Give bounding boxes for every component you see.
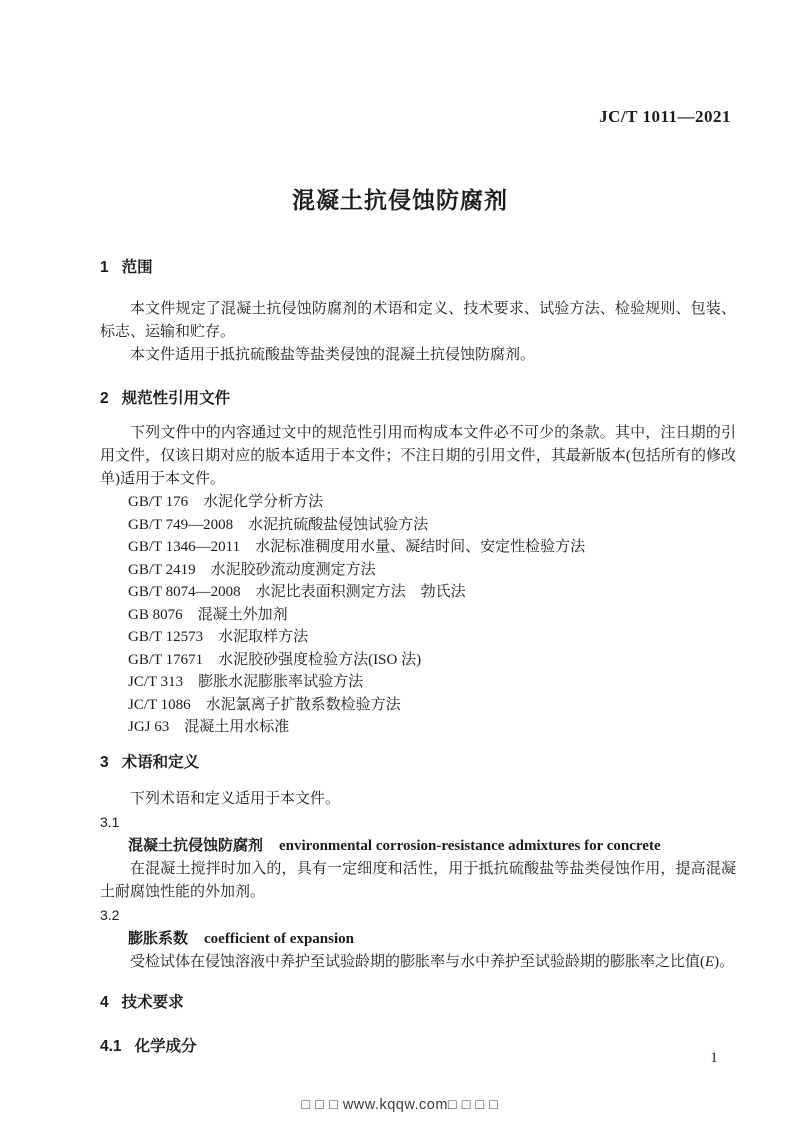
- normative-references-intro: 下列文件中的内容通过文中的规范性引用而构成本文件必不可少的条款。其中，注日期的引用文件，仅该日期对应的版本适用于本文件；不注日期的引用文件，其最新版本(包括所有的修改单)适用于本文件。: [100, 425, 736, 487]
- reference-code: GB/T 8074—2008: [128, 584, 241, 600]
- scope-paragraph-2: 本文件适用于抵抗硫酸盐等盐类侵蚀的混凝土抗侵蚀防腐剂。: [130, 347, 536, 363]
- section-3-heading: [100, 751, 736, 774]
- section-4-heading: [100, 991, 736, 1014]
- document-body: [100, 256, 736, 1058]
- reference-item: [128, 649, 736, 672]
- reference-item: [128, 716, 736, 739]
- doc-number: JC/T 1011—2021: [599, 107, 731, 126]
- reference-code: JC/T 1086: [128, 696, 191, 713]
- section-1-heading: [100, 256, 736, 279]
- term-1-number: 3.1: [100, 813, 120, 830]
- term-1-english: environmental corrosion-resistance admixtures for concrete: [279, 837, 661, 854]
- reference-title: 水泥胶砂流动度测定方法: [210, 561, 376, 578]
- reference-title: 水泥胶砂强度检验方法(ISO 法): [218, 651, 422, 668]
- term-2-chinese: 膨胀系数: [128, 929, 189, 947]
- section-4-1-title: 化学成分: [134, 1037, 197, 1055]
- reference-title: 水泥取样方法: [218, 629, 309, 645]
- reference-title: 水泥比表面积测定方法 勃氏法: [255, 584, 466, 600]
- reference-title: 混凝土外加剂: [197, 606, 288, 623]
- reference-item: [128, 671, 736, 694]
- reference-item: [128, 626, 736, 649]
- term-2-line: [100, 927, 736, 951]
- reference-title: 水泥氯离子扩散系数检验方法: [205, 696, 401, 713]
- reference-title: 膨胀水泥膨胀率试验方法: [198, 674, 364, 690]
- reference-code: GB/T 2419: [128, 561, 196, 578]
- term-2-english: coefficient of expansion: [204, 930, 354, 947]
- reference-code: GB 8076: [128, 606, 183, 623]
- reference-code: GB/T 176: [128, 494, 189, 510]
- section-2-title: 规范性引用文件: [121, 390, 231, 407]
- footer-watermark: □ □ □ www.kqqw.com□ □ □ □: [301, 1097, 499, 1113]
- reference-item: [128, 559, 736, 582]
- page-number: 1: [710, 1050, 718, 1066]
- section-2-number: 2: [100, 390, 109, 407]
- scope-paragraph-1: 本文件规定了混凝土抗侵蚀防腐剂的术语和定义、技术要求、试验方法、检验规则、包装、标志、运输和贮存。: [100, 301, 736, 340]
- reference-item: [128, 581, 736, 604]
- doc-title: 混凝土抗侵蚀防腐剂: [292, 187, 508, 213]
- section-4-1-number: 4.1: [100, 1037, 122, 1055]
- section-4-title: 技术要求: [121, 993, 184, 1011]
- term-2-number: 3.2: [100, 906, 120, 923]
- reference-title: 水泥标准稠度用水量、凝结时间、安定性检验方法: [255, 539, 586, 555]
- reference-item: [128, 514, 736, 537]
- reference-item: [128, 694, 736, 717]
- term-1-definition: 在混凝土搅拌时加入的，具有一定细度和活性，用于抵抗硫酸盐等盐类侵蚀作用，提高混凝土耐腐蚀性能的外加剂。: [100, 860, 736, 900]
- section-3-number: 3: [100, 753, 109, 771]
- reference-title: 水泥抗硫酸盐侵蚀试验方法: [248, 516, 429, 533]
- term-2-definition-text: 受检试体在侵蚀溶液中养护至试验龄期的膨胀率与水中养护至试验龄期的膨胀率之比值(: [130, 953, 705, 970]
- reference-code: GB/T 749—2008: [128, 516, 234, 533]
- section-1-title: 范围: [121, 259, 153, 276]
- section-4-number: 4: [100, 993, 109, 1011]
- term-2-definition: [100, 951, 736, 974]
- section-4-1-heading: [100, 1035, 736, 1058]
- term-1-chinese: 混凝土抗侵蚀防腐剂: [128, 836, 264, 854]
- reference-code: GB/T 17671: [128, 651, 204, 668]
- section-1-number: 1: [100, 259, 109, 276]
- term-2-variable: E: [705, 953, 715, 970]
- reference-code: JC/T 313: [128, 674, 184, 690]
- section-2-heading: [100, 387, 736, 410]
- section-3-title: 术语和定义: [121, 753, 200, 771]
- reference-list: [100, 491, 736, 739]
- reference-title: 混凝土用水标准: [184, 719, 290, 735]
- term-1-line: [100, 834, 736, 858]
- reference-code: GB/T 12573: [128, 629, 204, 645]
- reference-code: GB/T 1346—2011: [128, 539, 241, 555]
- terms-intro: 下列术语和定义适用于本文件。: [130, 790, 341, 807]
- reference-item: [128, 604, 736, 627]
- reference-item: [128, 491, 736, 514]
- term-2-definition-end: )。: [714, 953, 735, 970]
- reference-title: 水泥化学分析方法: [203, 494, 324, 510]
- reference-item: [128, 536, 736, 559]
- reference-code: JGJ 63: [128, 719, 170, 735]
